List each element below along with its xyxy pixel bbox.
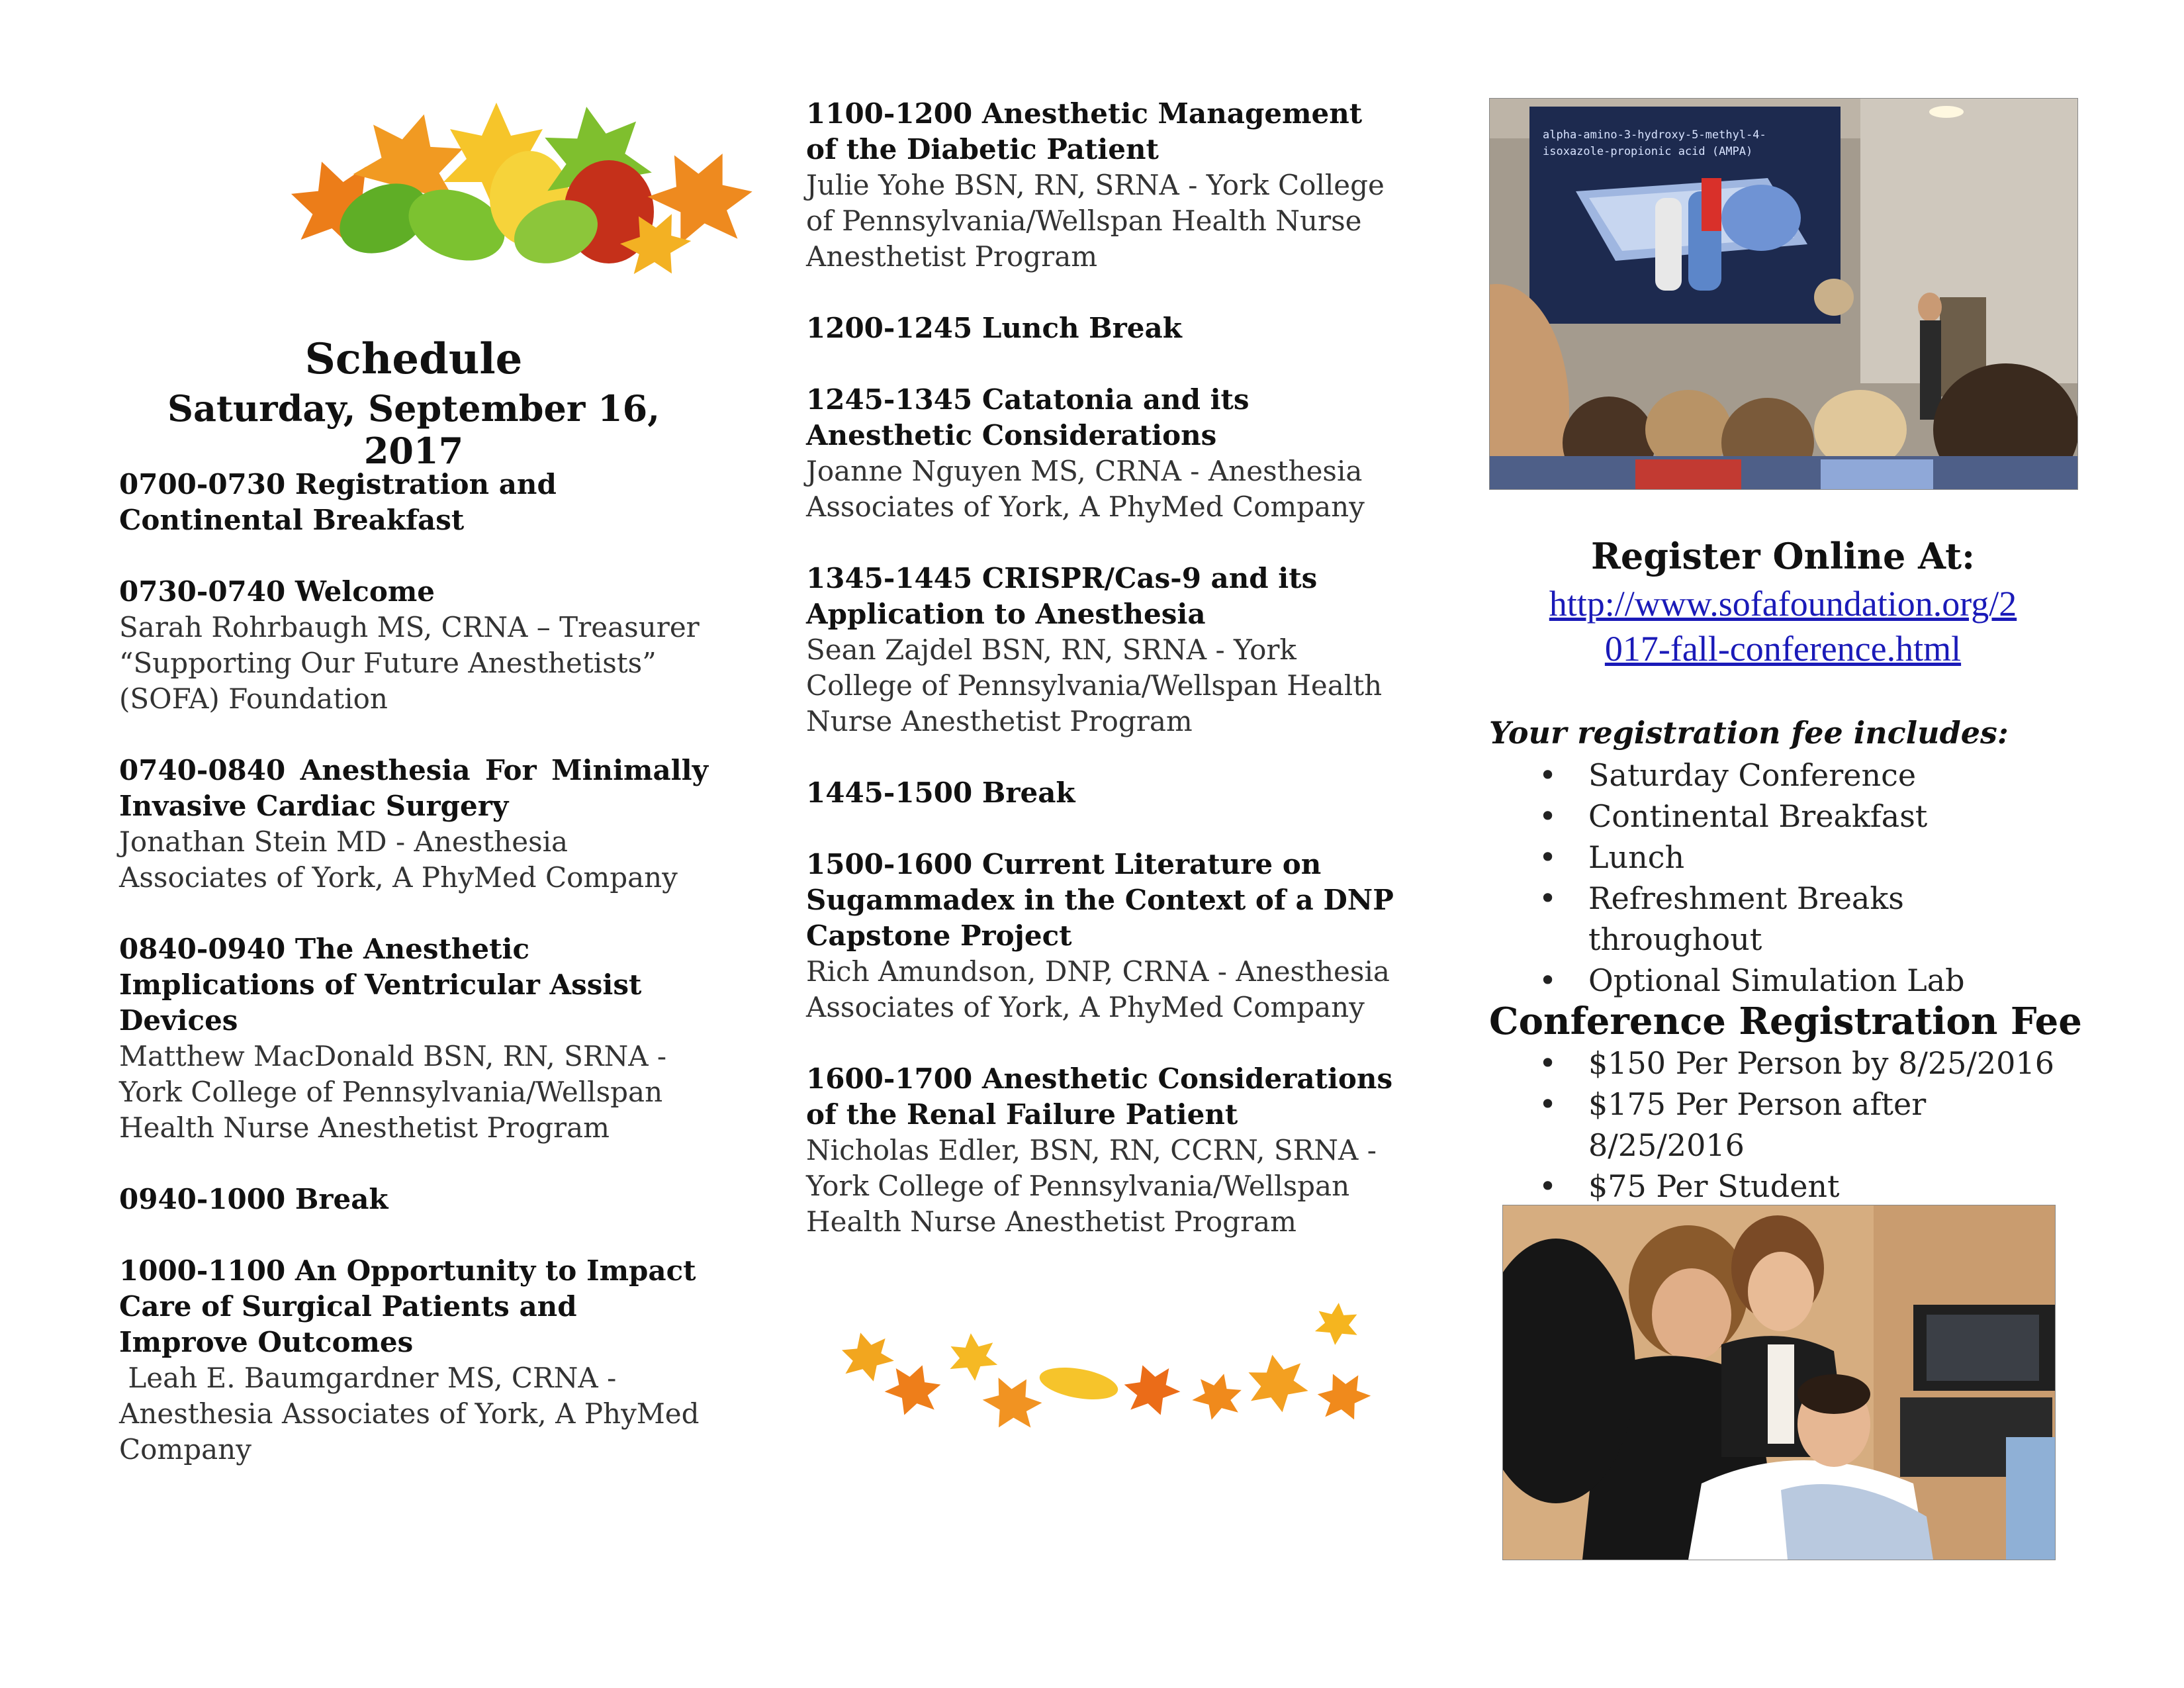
autumn-leaves-bottom-image [814,1284,1390,1450]
fee-heading: Conference Registration Fee [1489,1000,2082,1043]
list-item-label: Refreshment Breaks throughout [1588,880,1904,957]
session-item [119,467,708,538]
simulation-lab-photo [1502,1205,2056,1560]
session-item [806,847,1402,1025]
list-item [1489,1043,2085,1084]
session-title: 1245-1345 Catatonia and its Anesthetic Considerations [806,383,1250,451]
session-item [806,310,1402,346]
session-title: 1345-1445 CRISPR/Cas-9 and its Application to Anesthesia [806,562,1318,630]
session-title-line [119,753,708,788]
autumn-leaves-top-image [278,99,788,285]
registration-link-line[interactable]: http://www.sofafoundation.org/2 [1549,584,2017,624]
session-title: 0940-1000 Break [119,1183,388,1215]
session-speaker: Jonathan Stein MD - Anesthesia Associates of York, A PhyMed Company [119,825,678,894]
session-title-word: For [485,754,537,786]
session-title: 1200-1245 Lunch Break [806,312,1182,344]
schedule-date: Saturday, September 16, 2017 [167,387,660,472]
registration-link-line[interactable]: 017-fall-conference.html [1604,629,1962,669]
session-item [806,561,1402,739]
session-item [119,753,708,896]
list-item [1489,878,2085,960]
session-item [806,96,1402,275]
session-list [806,96,1402,1276]
session-speaker: Joanne Nguyen MS, CRNA - Anesthesia Associates of York, A PhyMed Company [806,455,1365,523]
list-item-label: Saturday Conference [1588,757,1917,793]
list-item [1489,755,2085,796]
session-speaker: Leah E. Baumgardner MS, CRNA - Anesthesia Associates of York, A PhyMed Company [119,1362,708,1466]
session-item [119,931,708,1146]
session-title: 0730-0740 Welcome [119,575,435,608]
session-title-word: 0740-0840 [119,754,286,786]
bullet-icon: • [1539,839,1557,875]
conference-photo [1489,98,2078,490]
session-speaker: Nicholas Edler, BSN, RN, CCRN, SRNA - York College of Pennsylvania/Wellspan Health Nurse Anesthetist Program [806,1134,1377,1238]
session-item [119,574,708,717]
session-title: Invasive Cardiac Surgery [119,790,509,822]
list-item [1489,1166,2085,1207]
register-heading: Register Online At: [1590,535,1976,577]
session-item [119,1253,708,1468]
session-title: 1445-1500 Break [806,776,1075,809]
bullet-icon: • [1539,1086,1557,1122]
list-item-label: Continental Breakfast [1588,798,1928,834]
session-title: 1600-1700 Anesthetic Considerations of the Renal Failure Patient [806,1062,1393,1131]
slide-text-line: alpha-amino-3-hydroxy-5-methyl-4- [1543,128,1766,142]
bullet-icon: • [1539,1045,1557,1081]
list-item [1489,960,2085,1001]
bullet-icon: • [1539,798,1557,834]
list-item [1489,1084,2085,1166]
schedule-title: Schedule [304,334,523,384]
slide-text-line: isoxazole-propionic acid (AMPA) [1543,145,1753,158]
session-speaker: Rich Amundson, DNP, CRNA - Anesthesia Associates of York, A PhyMed Company [806,955,1390,1023]
list-item-label: $175 Per Person after 8/25/2016 [1588,1086,1927,1163]
session-title-word: Anesthesia [300,754,471,786]
session-speaker: Julie Yohe BSN, RN, SRNA - York College of Pennsylvania/Wellspan Health Nurse Anesthetist Program [806,169,1385,273]
session-title: 0840-0940 The Anesthetic Implications of Ventricular Assist Devices [119,933,642,1037]
list-item-label: $150 Per Person by 8/25/2016 [1588,1045,2054,1081]
list-item-label: Lunch [1588,839,1685,875]
session-speaker: Sarah Rohrbaugh MS, CRNA – Treasurer “Supporting Our Future Anesthetists” (SOFA) Foundation [119,611,700,715]
bullet-icon: • [1539,880,1557,916]
bullet-icon: • [1539,757,1557,793]
session-title: 0700-0730 Registration and Continental Breakfast [119,468,557,536]
bullet-icon: • [1539,962,1557,998]
session-item [119,1182,708,1217]
bullet-icon: • [1539,1168,1557,1204]
session-item [806,775,1402,811]
registration-link[interactable] [1489,581,2077,671]
list-item [1489,837,2085,878]
fee-list [1489,1043,2085,1207]
fee-includes-list [1489,755,2085,1001]
session-title: 1000-1100 An Opportunity to Impact Care of Surgical Patients and Improve Outcomes [119,1254,696,1358]
list-item-label: Optional Simulation Lab [1588,962,1965,998]
session-speaker: Sean Zajdel BSN, RN, SRNA - York College of Pennsylvania/Wellspan Health Nurse Anesthetist Program [806,633,1383,737]
session-speaker: Matthew MacDonald BSN, RN, SRNA - York College of Pennsylvania/Wellspan Health Nurse Anesthetist Program [119,1040,667,1144]
list-item-label: $75 Per Student [1588,1168,1840,1204]
list-item [1489,796,2085,837]
session-title-word: Minimally [551,754,708,786]
session-title: 1100-1200 Anesthetic Management of the Diabetic Patient [806,97,1363,165]
session-item [806,1061,1402,1240]
session-title: 1500-1600 Current Literature on Sugammadex in the Context of a DNP Capstone Project [806,848,1394,952]
session-list [119,467,708,1503]
session-item [806,382,1402,525]
fee-includes-heading: Your registration fee includes: [1489,715,2009,751]
